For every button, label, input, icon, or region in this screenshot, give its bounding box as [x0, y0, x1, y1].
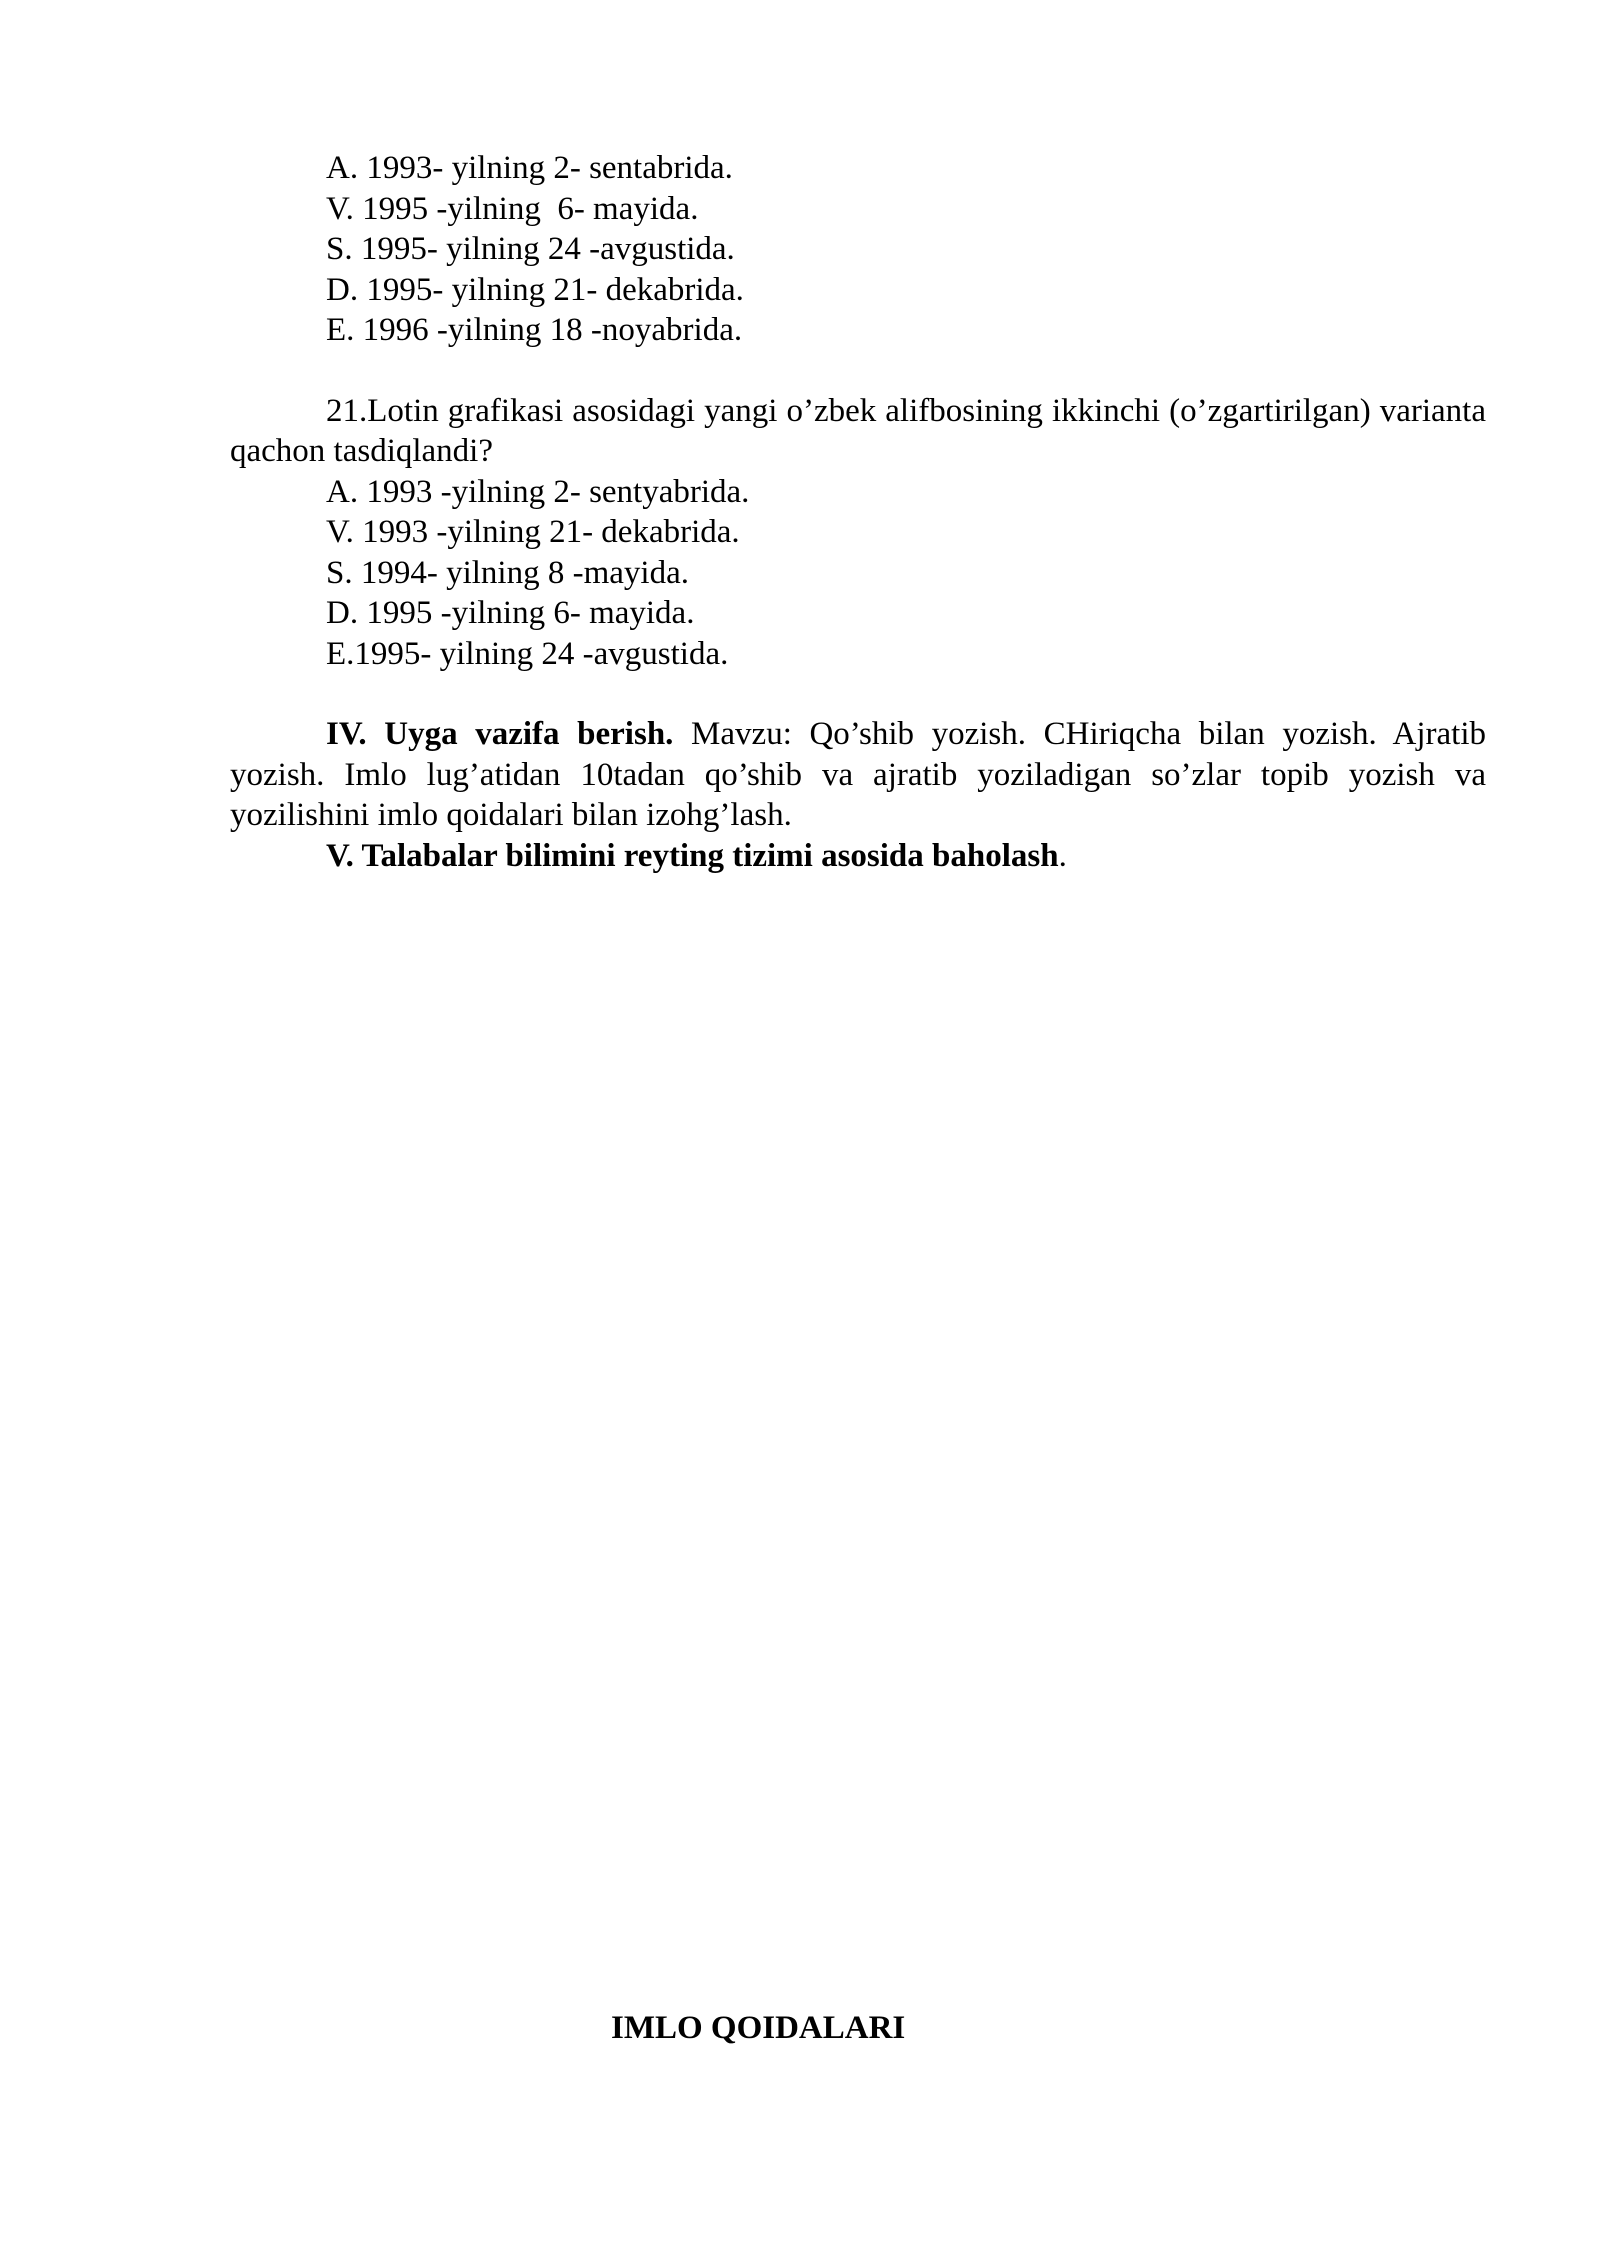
section-4-body: Mavzu: Qo’shib yozish. CHiriqcha bilan yozish. Ajratib yozish. Imlo lug’atidan 10tadan qo’shib va ajratib yoziladigan so’zlar topib yozish va yozilishini imlo qoidalari bilan izohg’lash.	[230, 716, 1486, 833]
option-e: E. 1996 -yilning 18 -noyabrida.	[326, 312, 743, 348]
option-v: V. 1995 -yilning 6- mayida.	[326, 190, 699, 227]
section-5-title: V. Talabalar bilimini reyting tizimi asosida baholash	[326, 837, 1059, 874]
section-4-homework	[230, 714, 1486, 836]
answer-options-block-1	[230, 148, 1486, 351]
question-21	[230, 391, 1486, 675]
question-21-text: 21.Lotin grafikasi asosidagi yangi o’zbek alifbosining ikkinchi (o’zgartirilgan) varianta qachon tasdiqlandi?	[230, 392, 1486, 469]
option-s: S. 1995- yilning 24 -avgustida.	[326, 231, 735, 267]
q21-option-s: S. 1994- yilning 8 -mayida.	[326, 554, 689, 591]
spacer	[230, 351, 1486, 391]
q21-option-d: D. 1995 -yilning 6- mayida.	[326, 595, 695, 631]
document-body	[230, 148, 1486, 876]
option-d: D. 1995- yilning 21- dekabrida.	[326, 271, 744, 308]
section-4-title: IV. Uyga vazifa berish.	[326, 716, 674, 752]
q21-option-v: V. 1993 -yilning 21- dekabrida.	[326, 514, 740, 550]
heading-text: IMLO QOIDALARI	[611, 2010, 906, 2046]
q21-option-a: A. 1993 -yilning 2- sentyabrida.	[326, 473, 750, 510]
q21-option-e: E.1995- yilning 24 -avgustida.	[326, 635, 729, 672]
section-5-suffix: .	[1058, 837, 1067, 874]
option-a: A. 1993- yilning 2- sentabrida.	[326, 150, 733, 186]
section-5-assessment	[230, 836, 1486, 877]
spacer	[230, 674, 1486, 714]
